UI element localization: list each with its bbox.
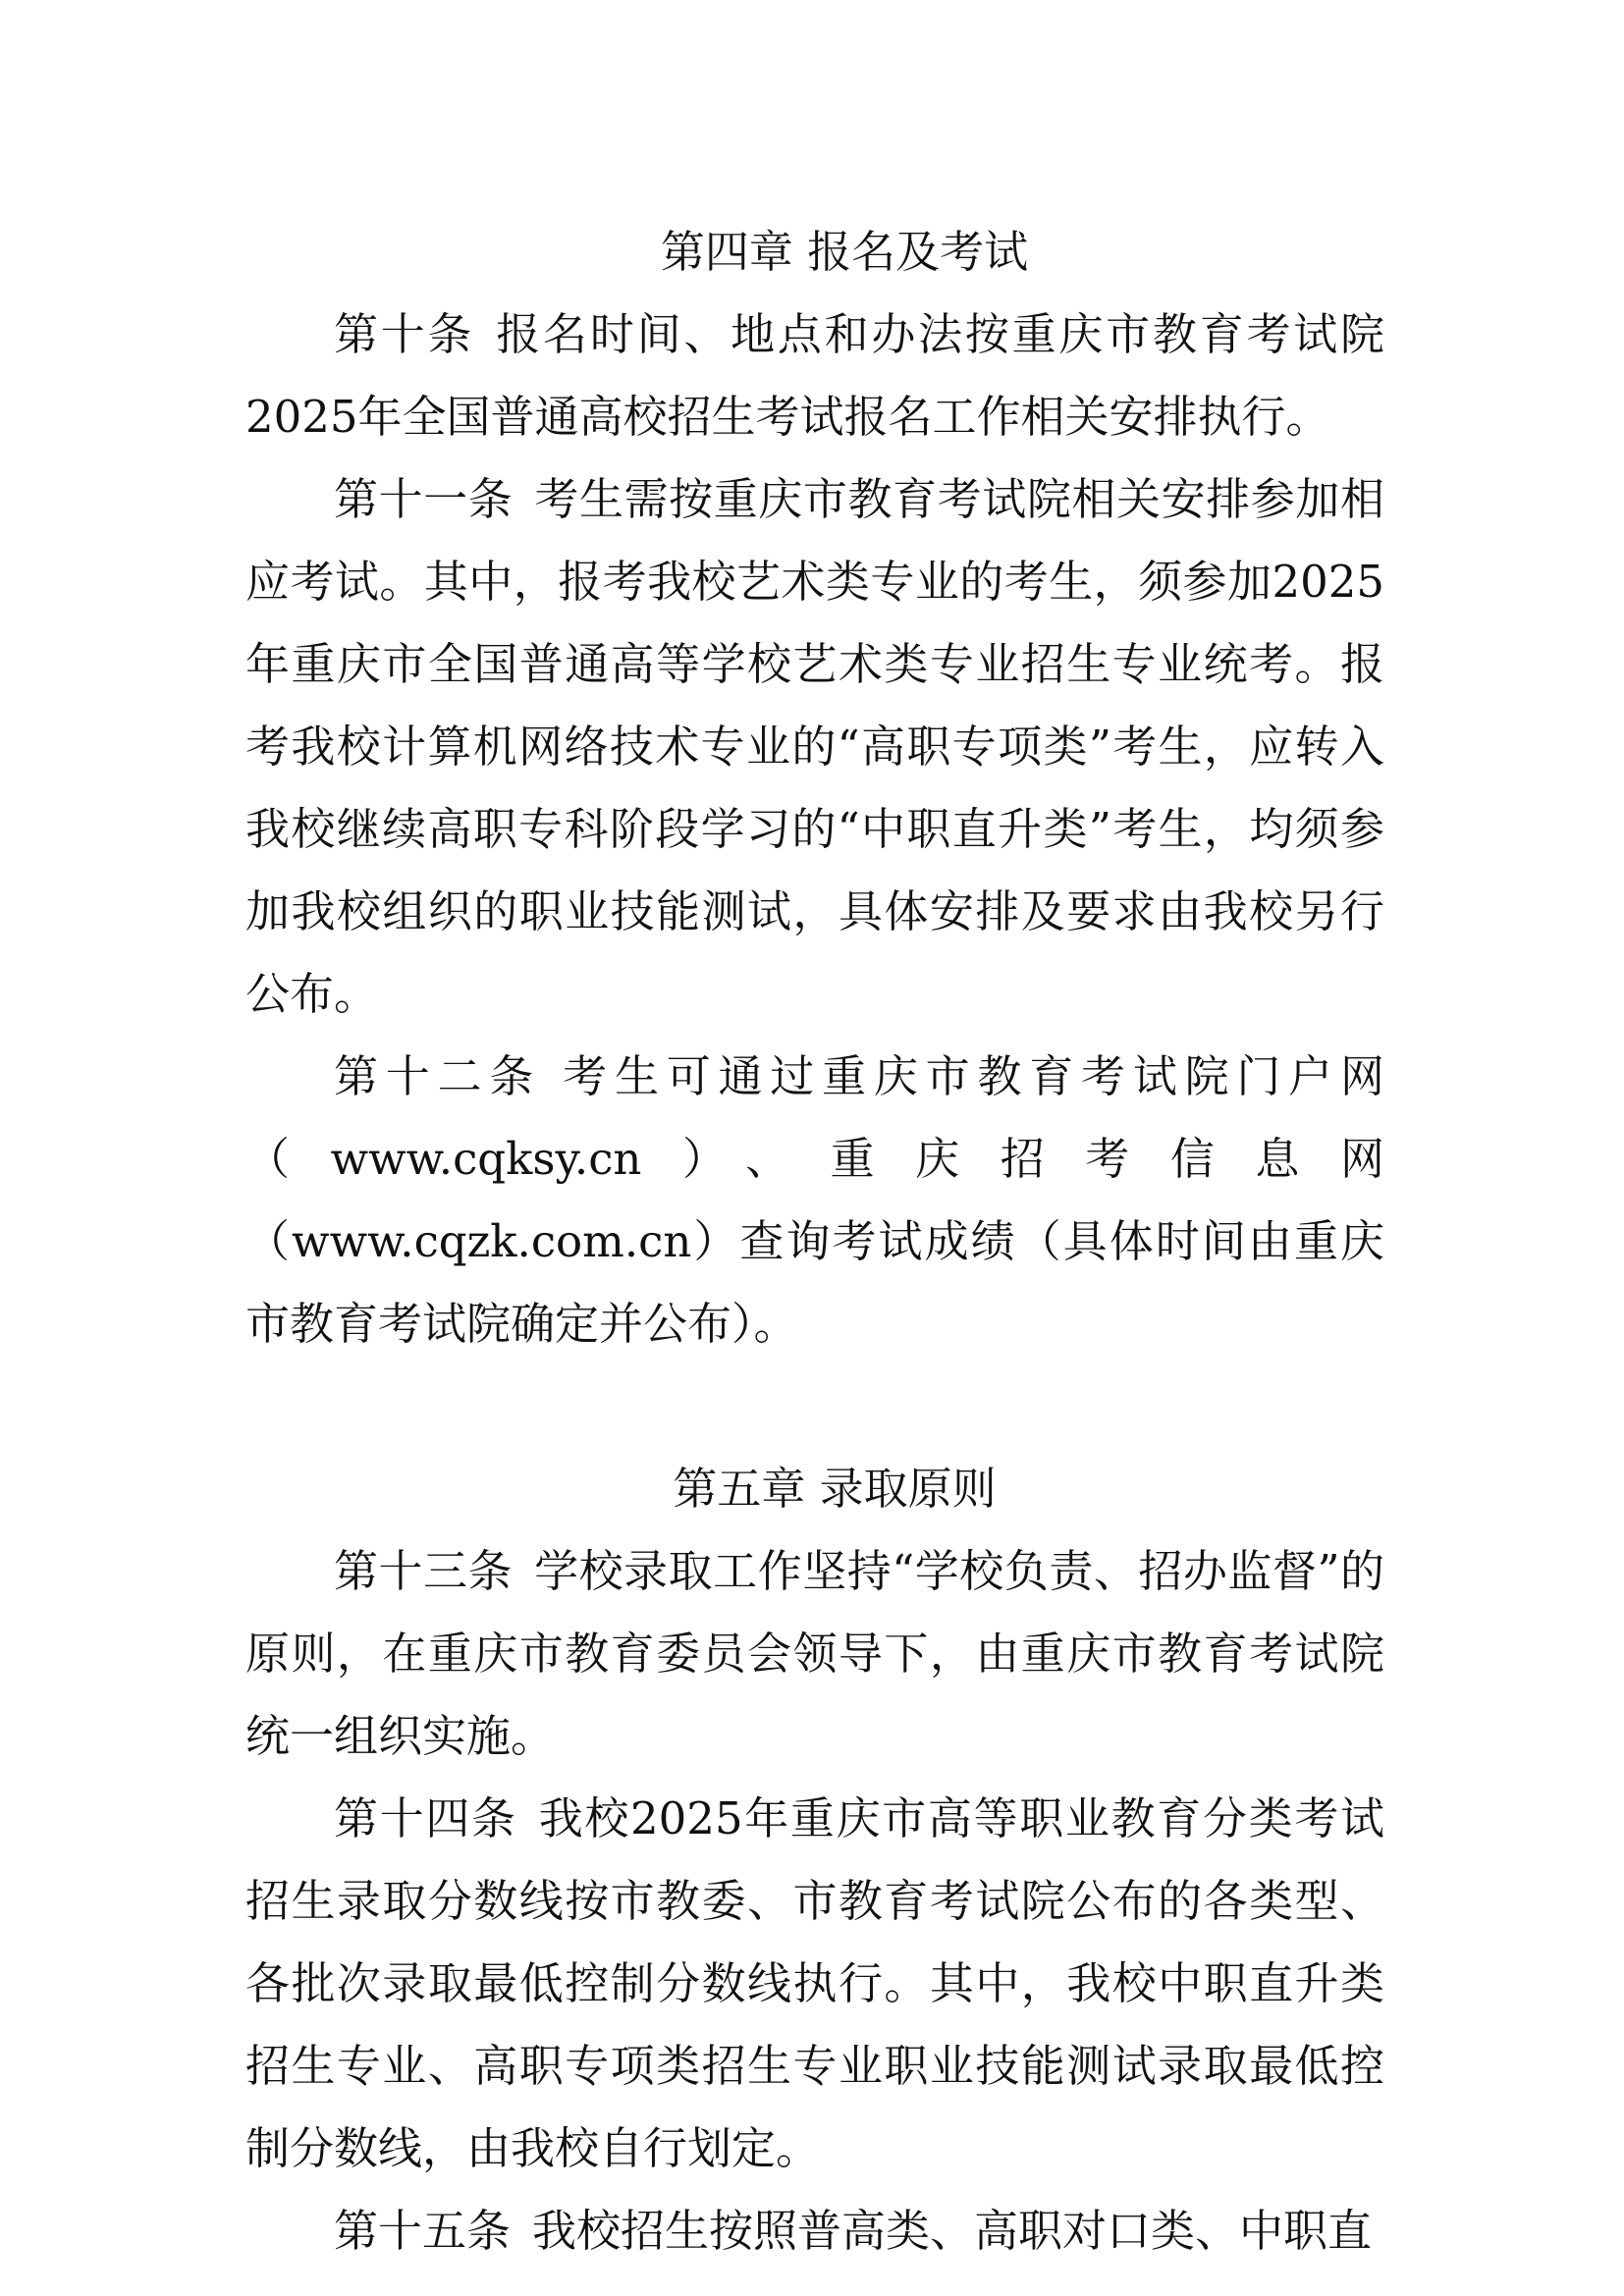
article-text: 我校2025年重庆市高等职业教育分类考试招生录取分数线按市教委、市教育考试院公布的各类型、各批次录取最低控制分数线执行。其中，我校中职直升类招生专业、高职专项类招生专业职业技能测试录取最低控制分数线，由我校自行划定。: [245, 1792, 1384, 2174]
article-10: [245, 294, 1384, 458]
article-14: [245, 1778, 1384, 2190]
article-label: 第十三条: [334, 1545, 514, 1597]
article-label: 第十五条: [334, 2205, 512, 2257]
article-text: 考生可通过重庆市教育考试院门户网（www.cqksy.cn）、重庆招考信息网（www.cqzk.com.cn）查询考试成绩（具体时间由重庆市教育考试院确定并公布）。: [245, 1050, 1384, 1350]
article-label: 第十条: [334, 308, 475, 360]
article-label: 第十一条: [334, 473, 514, 525]
article-label: 第十四条: [334, 1792, 517, 1844]
chapter-5-title: 第五章 录取原则: [673, 1463, 997, 1515]
article-text: 我校招生按照普高类、高职对口类、中职直: [532, 2205, 1373, 2257]
article-text: 学校录取工作坚持“学校负责、招办监督”的原则，在重庆市教育委员会领导下，由重庆市教育考试院统一组织实施。: [245, 1545, 1384, 1762]
article-12: [245, 1036, 1384, 1365]
chapter-4-title: 第四章 报名及考试: [660, 226, 1029, 278]
article-text: 考生需按重庆市教育考试院相关安排参加相应考试。其中，报考我校艺术类专业的考生，须参加2025年重庆市全国普通高等学校艺术类专业招生专业统考。报考我校计算机网络技术专业的“高职专项类”考生，应转入我校继续高职专科阶段学习的“中职直升类”考生，均须参加我校组织的职业技能测试，具体安排及要求由我校另行公布。: [245, 473, 1384, 1020]
article-13: [245, 1530, 1384, 1778]
article-label: 第十二条: [334, 1050, 542, 1102]
article-text: 报名时间、地点和办法按重庆市教育考试院2025年全国普通高校招生考试报名工作相关安排执行。: [245, 308, 1384, 443]
article-11: [245, 458, 1384, 1036]
article-15: [245, 2190, 1384, 2272]
document-page: [245, 211, 1384, 2272]
